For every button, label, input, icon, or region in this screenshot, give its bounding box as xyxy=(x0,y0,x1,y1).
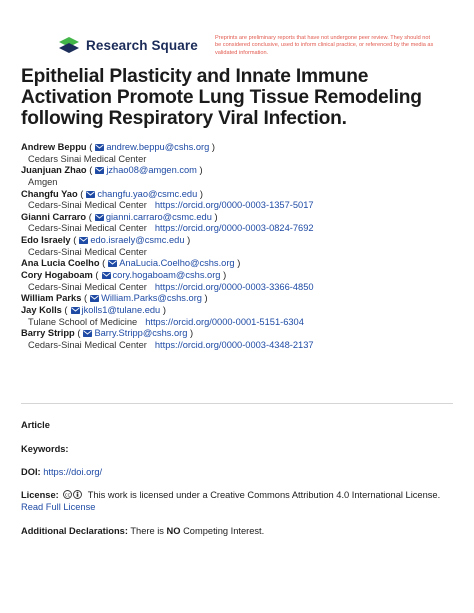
author-affiliation-line xyxy=(21,317,461,329)
close-paren: ) xyxy=(160,304,166,315)
close-paren: ) xyxy=(220,270,227,281)
doi-label: DOI: xyxy=(21,467,41,477)
author-affiliation: Cedars-Sinai Medical Center xyxy=(28,200,147,211)
author-entry xyxy=(21,258,461,270)
author-affiliation-line xyxy=(21,177,461,189)
author-affiliation: Cedars Sinai Medical Center xyxy=(28,153,147,164)
paper-title: Epithelial Plasticity and Innate Immune Activation Promote Lung Tissue Remodeling following Respiratory Viral Infection. xyxy=(21,66,422,129)
author-email-link[interactable]: jkolls1@tulane.edu xyxy=(81,304,161,315)
author-name[interactable]: Jay Kolls xyxy=(21,304,62,315)
article-type: Article xyxy=(21,420,50,430)
author-email-link[interactable]: AnaLucia.Coelho@cshs.org xyxy=(119,258,235,269)
author-affiliation: Cedars-Sinai Medical Center xyxy=(28,339,147,350)
author-email-link[interactable]: andrew.beppu@cshs.org xyxy=(106,142,210,152)
close-paren: ) xyxy=(184,235,191,246)
declarations-emphasis: NO xyxy=(166,526,181,536)
doi-line xyxy=(21,467,102,477)
author-email-link[interactable]: cory.hogaboam@cshs.org xyxy=(112,270,221,281)
close-paren: ) xyxy=(201,293,208,304)
author-email-link[interactable]: Barry.Stripp@cshs.org xyxy=(94,328,188,339)
envelope-icon xyxy=(95,166,104,178)
author-email-link[interactable]: William.Parks@cshs.org xyxy=(101,293,202,304)
declarations-prefix: There is xyxy=(130,526,164,536)
author-affiliation-line xyxy=(21,223,461,235)
close-paren: ) xyxy=(211,211,218,222)
author-entry xyxy=(21,212,461,224)
open-paren: ( xyxy=(83,293,88,304)
author-orcid-link[interactable]: https://orcid.org/0000-0003-1357-5017 xyxy=(154,200,314,211)
author-entry xyxy=(21,142,461,154)
author-affiliation-line xyxy=(21,200,461,212)
author-name[interactable]: Ana Lucia Coelho xyxy=(21,258,100,269)
close-paren: ) xyxy=(209,142,215,152)
open-paren: ( xyxy=(88,211,92,222)
open-paren: ( xyxy=(89,142,93,152)
read-full-license-link[interactable]: Read Full License xyxy=(21,502,96,512)
open-paren: ( xyxy=(73,235,77,246)
author-orcid-link[interactable]: https://orcid.org/0000-0003-4348-2137 xyxy=(154,339,314,350)
close-paren: ) xyxy=(197,188,203,199)
author-affiliation: Cedars-Sinai Medical Center xyxy=(28,281,147,292)
author-orcid-link[interactable]: https://orcid.org/0000-0001-5151-6304 xyxy=(145,316,304,327)
author-email-link[interactable]: gianni.carraro@csmc.edu xyxy=(105,211,212,222)
author-name[interactable]: Edo Israely xyxy=(21,235,71,246)
author-orcid-link[interactable]: https://orcid.org/0000-0003-0824-7692 xyxy=(154,223,314,234)
author-name[interactable]: Gianni Carraro xyxy=(21,211,87,222)
author-affiliation-line xyxy=(21,282,461,294)
author-entry xyxy=(21,235,461,247)
divider xyxy=(21,403,453,404)
author-affiliation: Tulane School of Medicine xyxy=(28,316,138,327)
research-square-logo[interactable] xyxy=(57,36,198,54)
author-name[interactable]: William Parks xyxy=(21,293,82,304)
author-entry xyxy=(21,270,461,282)
license-label: License: xyxy=(21,490,59,500)
author-entry xyxy=(21,165,461,177)
author-email-link[interactable]: jzhao08@amgen.com xyxy=(106,165,197,176)
open-paren: ( xyxy=(64,304,68,315)
author-affiliation: Cedars-Sinai Medical Center xyxy=(28,246,147,257)
research-square-logo-icon xyxy=(57,36,81,54)
author-entry xyxy=(21,189,461,201)
close-paren: ) xyxy=(187,328,194,339)
author-orcid-link[interactable]: https://orcid.org/0000-0003-3366-4850 xyxy=(154,281,314,292)
declarations-suffix: Competing Interest. xyxy=(183,526,265,536)
declarations-line xyxy=(21,526,264,536)
keywords-label: Keywords: xyxy=(21,444,69,454)
open-paren: ( xyxy=(89,165,93,176)
doi-link[interactable]: https://doi.org/ xyxy=(43,467,103,477)
author-affiliation-line xyxy=(21,340,461,352)
svg-text:cc: cc xyxy=(65,492,71,499)
preprint-notice: Preprints are preliminary reports that have not undergone peer review. They should not be considered conclusive, used to inform clinical practice, or referenced by the media as validated information. xyxy=(215,35,434,56)
author-name[interactable]: Changfu Yao xyxy=(21,188,78,199)
open-paren: ( xyxy=(102,258,106,269)
license-text: This work is licensed under a Creative Commons Attribution 4.0 International License. xyxy=(87,490,441,500)
author-entry xyxy=(21,305,461,317)
author-affiliation-line xyxy=(21,247,461,259)
author-entry xyxy=(21,293,461,305)
creative-commons-icon xyxy=(63,490,83,501)
declarations-label: Additional Declarations: xyxy=(21,526,128,536)
close-paren: ) xyxy=(196,165,203,176)
author-email-link[interactable]: edo.israely@csmc.edu xyxy=(90,235,185,246)
open-paren: ( xyxy=(77,328,81,339)
author-name[interactable]: Cory Hogaboam xyxy=(21,270,93,281)
author-affiliation: Cedars-Sinai Medical Center xyxy=(28,223,147,234)
author-name[interactable]: Barry Stripp xyxy=(21,328,75,339)
author-affiliation: Amgen xyxy=(28,176,58,187)
author-name[interactable]: Andrew Beppu xyxy=(21,142,87,152)
open-paren: ( xyxy=(95,270,99,281)
logo-text: Research Square xyxy=(86,37,198,53)
license-line xyxy=(21,490,440,501)
author-name[interactable]: Juanjuan Zhao xyxy=(21,165,87,176)
author-list xyxy=(21,142,461,352)
open-paren: ( xyxy=(80,188,84,199)
author-email-link[interactable]: changfu.yao@csmc.edu xyxy=(97,188,198,199)
author-affiliation-line xyxy=(21,154,461,166)
close-paren: ) xyxy=(234,258,241,269)
author-entry xyxy=(21,328,461,340)
header xyxy=(0,0,474,62)
